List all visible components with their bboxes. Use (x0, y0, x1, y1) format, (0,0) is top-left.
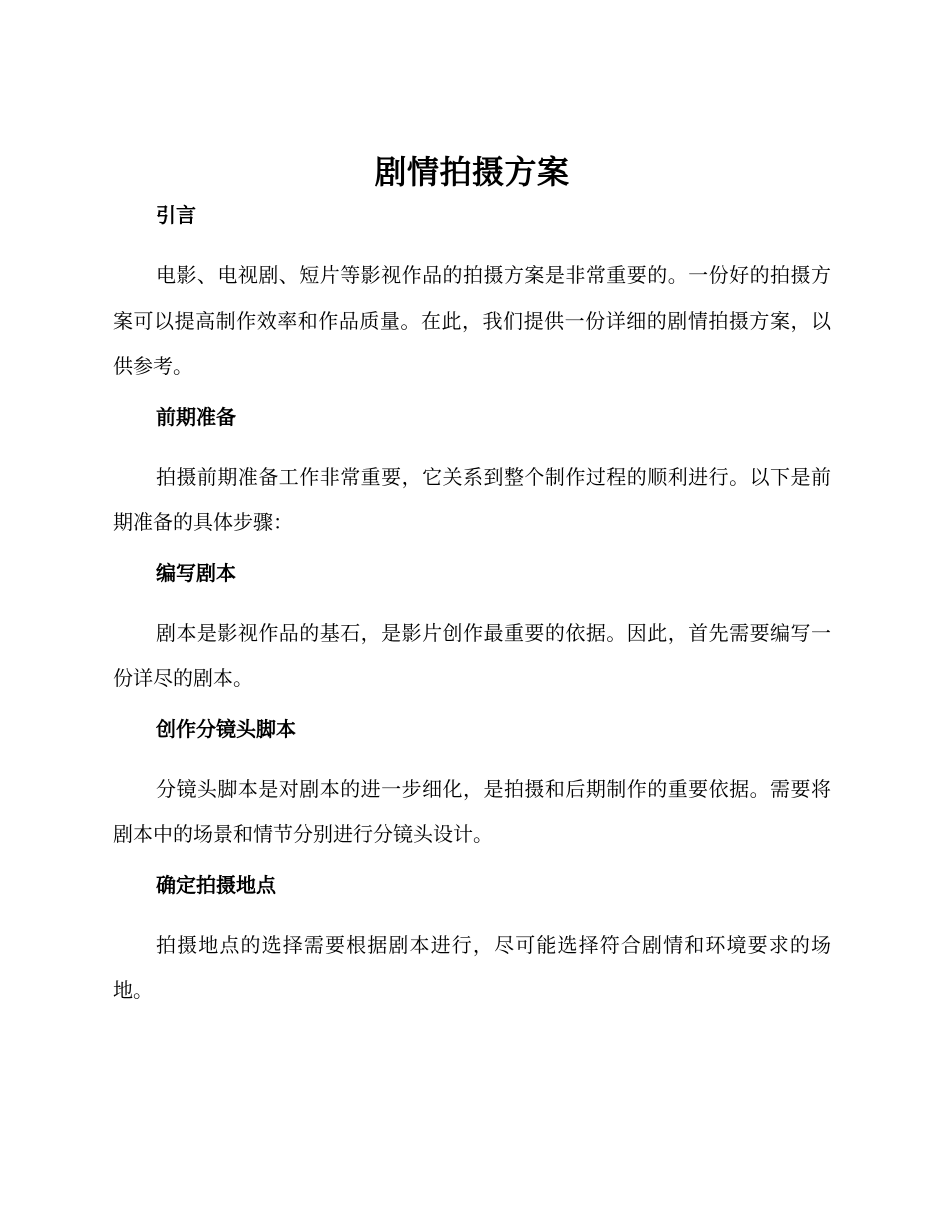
section-heading: 前期准备 (156, 404, 236, 429)
section-storyboard (113, 714, 831, 858)
section-paragraph: 剧本是影视作品的基石，是影片创作最重要的依据。因此，首先需要编写一份详尽的剧本。 (113, 620, 831, 690)
section-heading: 确定拍摄地点 (156, 872, 276, 897)
section-paragraph: 拍摄地点的选择需要根据剧本进行，尽可能选择符合剧情和环境要求的场地。 (113, 932, 831, 1002)
section-paragraph: 拍摄前期准备工作非常重要，它关系到整个制作过程的顺利进行。以下是前期准备的具体步骤： (113, 464, 831, 534)
document-title: 剧情拍摄方案 (374, 153, 570, 191)
section-paragraph: 分镜头脚本是对剧本的进一步细化，是拍摄和后期制作的重要依据。需要将剧本中的场景和情节分别进行分镜头设计。 (113, 776, 831, 846)
section-script-writing (113, 558, 831, 702)
section-preparation (113, 402, 831, 546)
section-location (113, 870, 831, 1014)
section-heading: 创作分镜头脚本 (156, 716, 296, 741)
section-heading: 编写剧本 (156, 560, 236, 585)
section-paragraph: 电影、电视剧、短片等影视作品的拍摄方案是非常重要的。一份好的拍摄方案可以提高制作效率和作品质量。在此，我们提供一份详细的剧情拍摄方案，以供参考。 (113, 263, 831, 378)
document-page (113, 148, 831, 1026)
section-heading: 引言 (156, 203, 196, 227)
section-introduction (113, 200, 831, 390)
